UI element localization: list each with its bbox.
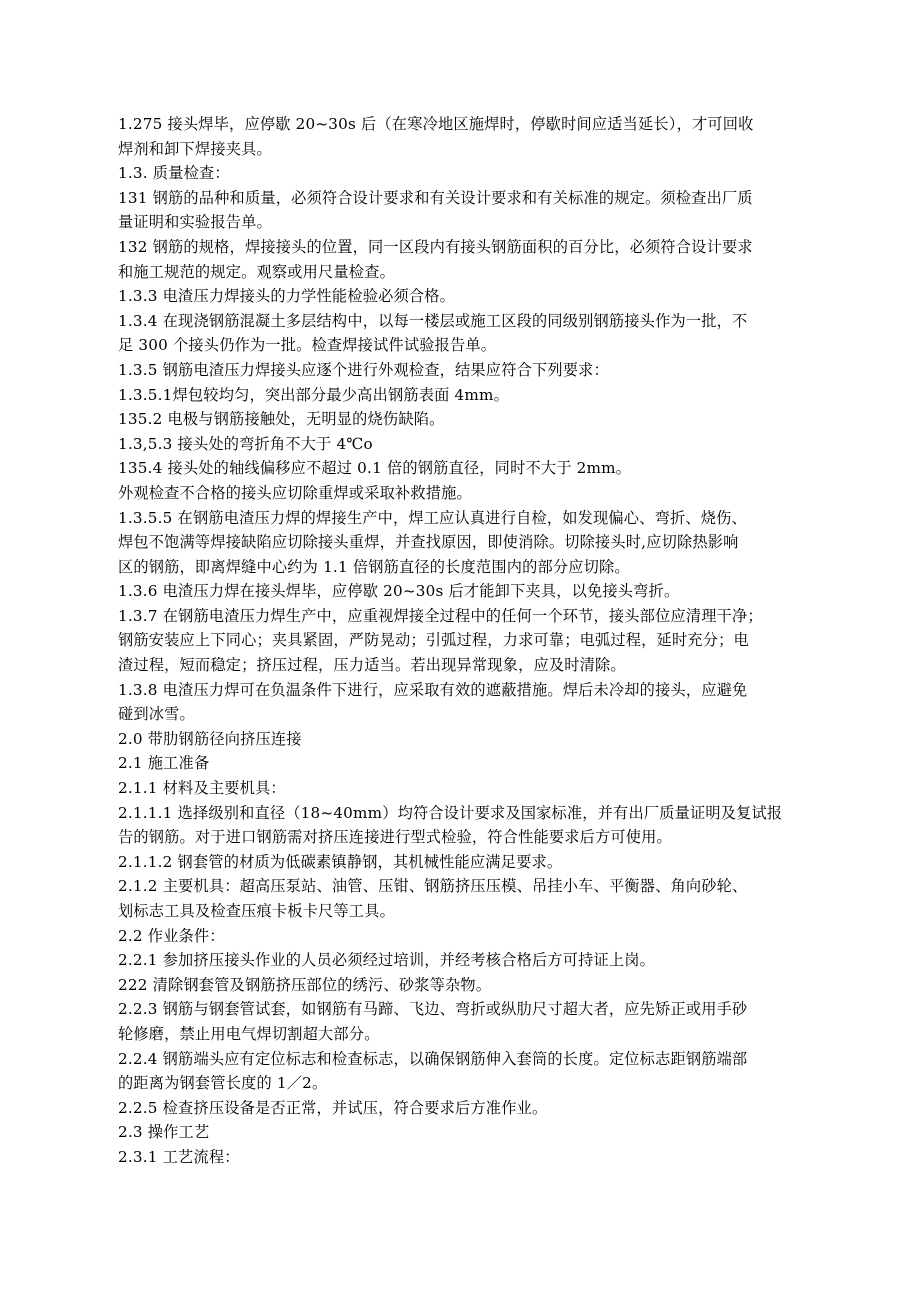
paragraph (118, 383, 838, 408)
text-line: 渣过程，短而稳定；挤压过程，压力适当。若出现异常现象，应及时清除。 (118, 656, 626, 675)
text-line: 1.3.5.5 在钢筋电渣压力焊的焊接生产中，焊工应认真进行自检，如发现偏心、弯折、烧伤、 (118, 508, 747, 527)
paragraph (118, 1145, 838, 1170)
text-line: 131 钢筋的品种和质量，必须符合设计要求和有关设计要求和有关标准的规定。须检查出厂质 (118, 188, 753, 207)
text-line: 划标志工具及检查压痕卡板卡尺等工具。 (118, 902, 395, 920)
text-line: 告的钢筋。对于进口钢筋需对挤压连接进行型式检验，符合性能要求后方可使用。 (118, 828, 672, 847)
text-line: 量证明和实验报告单。 (118, 213, 272, 232)
paragraph (118, 309, 838, 358)
paragraph (118, 186, 838, 235)
paragraph (118, 874, 838, 923)
paragraph (118, 235, 838, 284)
paragraph (118, 604, 838, 678)
text-line: 钢筋安装应上下同心；夹具紧固，严防晃动；引弧过程，力求可靠；电弧过程，延时充分；电 (118, 631, 749, 650)
text-line: 区的钢筋，即离焊缝中心约为 1.1 倍钢筋直径的长度范围内的部分应切除。 (118, 557, 630, 576)
text-line: 1.3.5 钢筋电渣压力焊接头应逐个进行外观检查，结果应符合下列要求： (118, 360, 609, 379)
paragraph (118, 456, 838, 481)
text-line: 2.2.5 检查挤压设备是否正常，并试压，符合要求后方准作业。 (118, 1098, 548, 1117)
text-line: 2.3.1 工艺流程： (118, 1147, 240, 1166)
paragraph (118, 161, 838, 186)
text-line: 222 清除钢套管及钢筋挤压部位的绣污、砂浆等杂物。 (118, 975, 492, 994)
text-line: 1.3.4 在现浇钢筋混凝土多层结构中，以每一楼层或施工区段的同级别钢筋接头作为一批，不 (118, 311, 748, 330)
paragraph (118, 751, 838, 776)
paragraph (118, 579, 838, 604)
paragraph (118, 506, 838, 580)
text-line: 1.3.8 电渣压力焊可在负温条件下进行，应采取有效的遮蔽措施。焊后未冷却的接头，应避免 (118, 680, 748, 699)
paragraph (118, 997, 838, 1046)
paragraph (118, 678, 838, 727)
paragraph (118, 1120, 838, 1145)
text-line: 的距离为钢套管长度的 1／2。 (118, 1074, 328, 1093)
text-line: 2.3 操作工艺 (118, 1123, 210, 1142)
text-line: 2.2 作业条件： (118, 926, 225, 945)
document-body (118, 112, 838, 1170)
text-line: 焊剂和卸下焊接夹具。 (118, 139, 272, 158)
paragraph (118, 973, 838, 998)
text-line: 1.3.3 电渣压力焊接头的力学性能检验必须合格。 (118, 287, 456, 306)
text-line: 外观检查不合格的接头应切除重焊或采取补救措施。 (118, 483, 472, 502)
text-line: 1.3.6 电渣压力焊在接头焊毕，应停歇 20~30s 后才能卸下夹具，以免接头弯折。 (118, 582, 680, 601)
text-line: 2.1.2 主要机具：超高压泵站、油管、压钳、钢筋挤压压模、吊挂小车、平衡器、角向砂轮、 (118, 877, 748, 896)
text-line: 2.2.3 钢筋与钢套管试套，如钢筋有马蹄、飞边、弯折或纵肋尺寸超大者，应先矫正或用手砂 (118, 1000, 748, 1019)
text-line: 2.0 带肋钢筋径向挤压连接 (118, 729, 302, 748)
text-line: 2.1.1.1 选择级别和直径（18~40mm）均符合设计要求及国家标准，并有出厂质量证明及复试报 (118, 803, 783, 822)
text-line: 2.2.4 钢筋端头应有定位标志和检查标志，以确保钢筋伸入套筒的长度。定位标志距钢筋端部 (118, 1049, 748, 1068)
text-line: 碰到冰雪。 (118, 705, 195, 724)
text-line: 轮修磨，禁止用电气焊切割超大部分。 (118, 1024, 380, 1043)
paragraph (118, 407, 838, 432)
paragraph (118, 112, 838, 161)
paragraph (118, 432, 838, 457)
text-line: 焊包不饱满等焊接缺陷应切除接头重焊，并查找原因，即使消除。切除接头时,应切除热影响 (118, 533, 739, 552)
paragraph (118, 924, 838, 949)
text-line: 足 300 个接头仍作为一批。检查焊接试件试验报告单。 (118, 336, 497, 355)
text-line: 1.275 接头焊毕，应停歇 20~30s 后（在寒冷地区施焊时，停歇时间应适当延长），才可回收 (118, 115, 754, 133)
paragraph (118, 850, 838, 875)
text-line: 1.3.7 在钢筋电渣压力焊生产中，应重视焊接全过程中的任何一个环节，接头部位应清理干净； (118, 606, 763, 625)
paragraph (118, 284, 838, 309)
paragraph (118, 948, 838, 973)
paragraph (118, 481, 838, 506)
text-line: 1.3. 质量检查： (118, 164, 230, 183)
text-line: 和施工规范的规定。观察或用尺量检查。 (118, 262, 395, 281)
paragraph (118, 727, 838, 752)
paragraph (118, 1096, 838, 1121)
paragraph (118, 358, 838, 383)
text-line: 2.1 施工准备 (118, 754, 210, 773)
text-line: 2.1.1.2 钢套管的材质为低碳素镇静钢，其机械性能应满足要求。 (118, 852, 563, 871)
text-line: 135.4 接头处的轴线偏移应不超过 0.1 倍的钢筋直径，同时不大于 2mm。 (118, 459, 632, 478)
text-line: 2.1.1 材料及主要机具： (118, 779, 286, 798)
text-line: 1.3.5.1焊包较均匀，突出部分最少高出钢筋表面 4mm。 (118, 385, 509, 404)
paragraph (118, 801, 838, 850)
text-line: 1.3,5.3 接头处的弯折角不大于 4℃o (118, 434, 373, 453)
text-line: 2.2.1 参加挤压接头作业的人员必须经过培训，并经考核合格后方可持证上岗。 (118, 951, 656, 970)
paragraph (118, 776, 838, 801)
paragraph (118, 1047, 838, 1096)
text-line: 132 钢筋的规格，焊接接头的位置，同一区段内有接头钢筋面积的百分比，必须符合设计要求 (118, 237, 753, 256)
text-line: 135.2 电极与钢筋接触处，无明显的烧伤缺陷。 (118, 410, 445, 429)
